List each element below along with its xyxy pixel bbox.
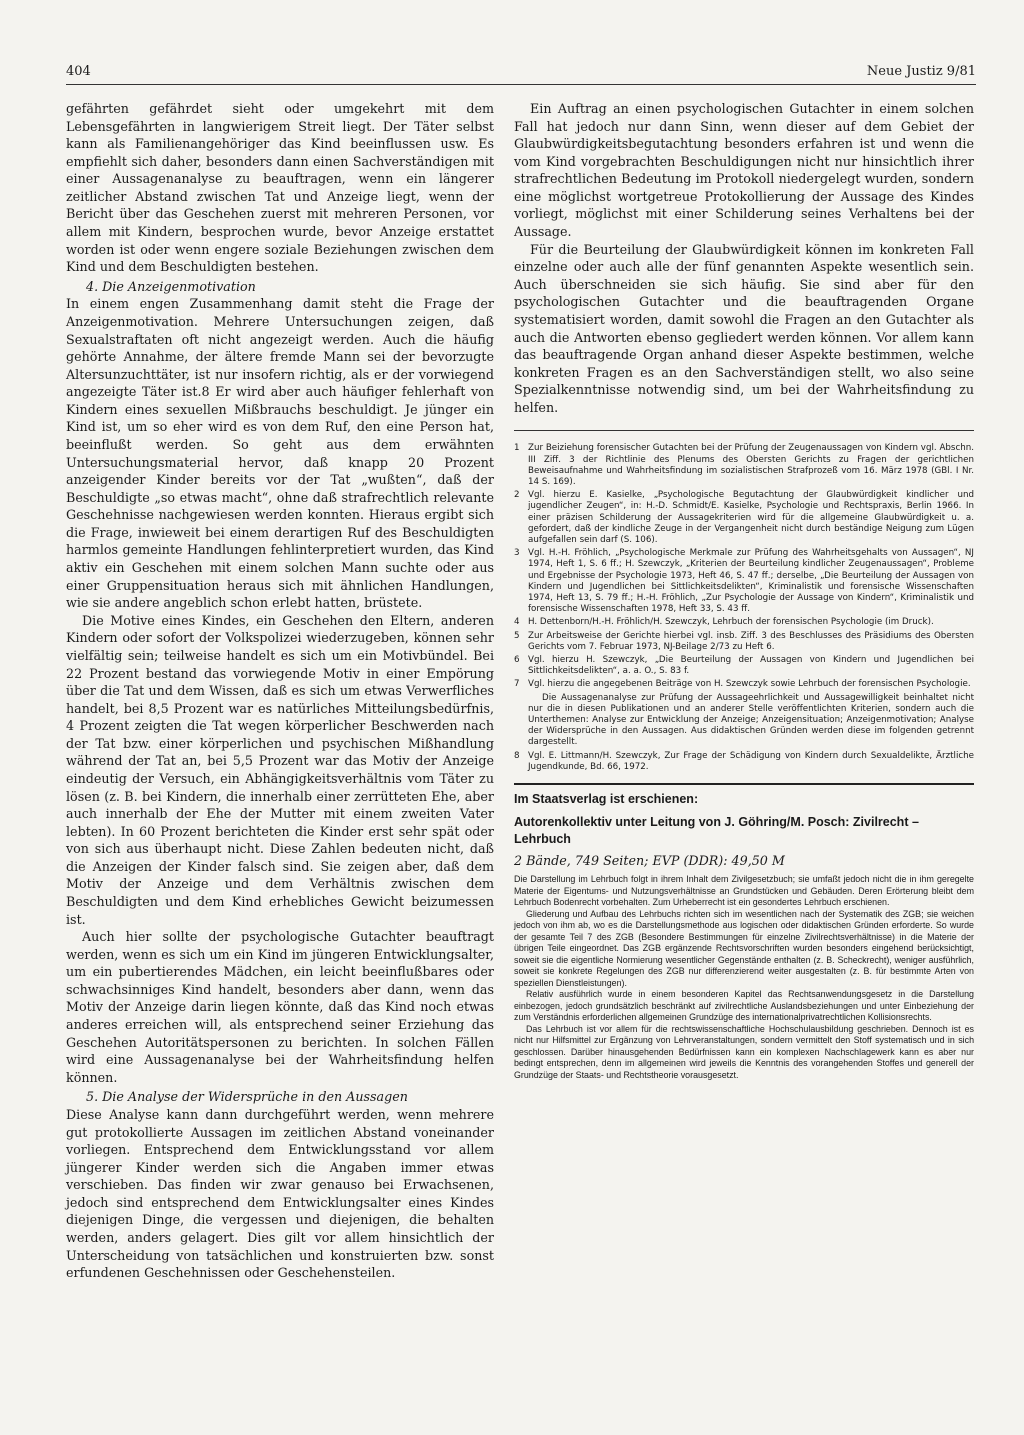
footnote-text: Vgl. hierzu H. Szewczyk, „Die Beurteilung der Aussagen von Kindern und Jugendlichen bei Sittlichkeitsdelikten“, a. a. O., S. 83 f. <box>528 655 974 677</box>
footnotes <box>514 443 974 773</box>
paragraph: In einem engen Zusammenhang damit steht die Frage der Anzeigenmotivation. Mehrere Untersuchungen zeigen, daß Sexualstraftaten oft nicht angezeigt werden. Auch die häufig gehörte Annahme, der ältere fremde Mann sei der bevorzugte Altersunzuchttäter, ist nur insofern richtig, als er der vorwiegend angezeigte Täter ist.8 Er wird aber auch häufiger fehlerhaft von Kindern eines sexuellen Mißbrauchs beschuldigt. Je jünger ein Kind ist, um so eher wird es von dem Ruf, den eine Person hat, beeinflußt werden. So geht aus dem erwähnten Untersuchungsmaterial hervor, daß knapp 20 Prozent anzeigender Kinder bereits vor der Tat „wußten“, daß der Beschuldigte „so etwas macht“, ohne daß strafrechtlich relevante Geschehnisse nachgewiesen werden konnten. Hieraus ergibt sich die Frage, inwieweit bei einem derartigen Ruf des Beschuldigten harmlos gemeinte Handlungen fehlinterpretiert wurden, das Kind aktiv ein Geschehen mit einem solchen Mann suchte oder aus einer Gruppensituation heraus sich mit ähnlichen Handlungen, wie sie andere angeblich schon erlebt hatten, brüstete. <box>66 296 494 611</box>
footnote <box>514 548 974 615</box>
advert-paragraph: Die Darstellung im Lehrbuch folgt in ihrem Inhalt dem Zivilgesetzbuch; sie umfaßt jedoch nicht die in ihm geregelte Materie der Eigentums- und Nutzungsverhältnisse an Grundstücken und Gebäuden. Deren Erörterung bleibt dem Lehrbuch Bodenrecht vorbehalten. Zum Urheberrecht ist ein gesondertes Lehrbuch erschienen. <box>514 874 974 908</box>
footnote-divider <box>514 430 974 431</box>
book-price: 2 Bände, 749 Seiten; EVP (DDR): 49,50 M <box>514 853 785 869</box>
page-number: 404 <box>66 64 91 79</box>
footnote-number: 5 <box>514 630 520 641</box>
section-heading-5: 5. Die Analyse der Widersprüche in den Aussagen <box>86 1089 408 1105</box>
footnote-number: 8 <box>514 750 520 761</box>
footnote-number: 1 <box>514 443 520 454</box>
footnote-continuation: Die Aussagenanalyse zur Prüfung der Aussageehrlichkeit und Aussagewilligkeit beinhaltet nicht nur die in diesen Publikationen und an anderer Stelle veröffentlichten Kriterien, sondern auch die Unterthemen: Analyse zur Entwicklung der Anzeige; Anzeigensituation; Anzeigenmotivation; Analyse der Widersprüche in den Aussagen. Aus didaktischen Gründen werden diese im folgenden getrennt dargestellt. <box>528 692 974 748</box>
advert-paragraph: Relativ ausführlich wurde in einem besonderen Kapitel das Rechtsanwendungsgesetz in die Darstellung einbezogen, jedoch grundsätzlich beschränkt auf zivilrechtliche Auslandsbeziehungen und unter Einbeziehung der zum Verständnis erforderlichen allgemeinen Grundzüge des internationalprivatrechtlichen Kollisionsrechts. <box>514 989 974 1023</box>
footnote-text: Vgl. hierzu die angegebenen Beiträge von H. Szewczyk sowie Lehrbuch der forensischen Psychologie. <box>528 679 971 690</box>
footnote-text: Vgl. E. Littmann/H. Szewczyk, Zur Frage der Schädigung von Kindern durch Sexualdelikte, Ärztliche Jugendkunde, Bd. 66, 1972. <box>528 750 974 772</box>
paragraph: Ein Auftrag an einen psychologischen Gutachter in einem solchen Fall hat jedoch nur dann Sinn, wenn dieser auf dem Gebiet der Glaubwürdigkeitsbegutachtung besonders erfahren ist und wenn die vom Kind vorgebrachten Beschuldigungen nicht nur hinsichtlich ihrer strafrechtlichen Bedeutung im Protokoll niedergelegt wurden, sondern eine möglichst wortgetreue Protokollierung der Aussage des Kindes vorliegt, möglichst mit einer Schilderung seines Verhaltens bei der Aussage. <box>514 101 974 240</box>
section-heading-4: 4. Die Anzeigenmotivation <box>86 278 256 294</box>
footnote <box>514 617 974 628</box>
page-header <box>66 64 976 85</box>
footnote-text: H. Dettenborn/H.-H. Fröhlich/H. Szewczyk, Lehrbuch der forensischen Psychologie (im Druck). <box>528 617 934 628</box>
footnote-number: 7 <box>514 679 520 690</box>
advert-paragraph: Das Lehrbuch ist vor allem für die rechtswissenschaftliche Hochschulausbildung geschrieben. Dennoch ist es nicht nur Hilfsmittel zur Ergänzung von Lehrveranstaltungen, sondern vermittelt den Stoff systematisch und in sich geschlossen. Darüber hinausgehenden Bedürfnissen kann ein komplexen Nachschlagewerk kann es aber nur bedingt entsprechen, denn im allgemeinen wird jeweils die Kenntnis des vorangehenden Stoffes und generell der Grundzüge der Staats- und Rechtstheorie vorausgesetzt. <box>514 1023 974 1080</box>
footnote-number: 3 <box>514 548 520 559</box>
book-title: Autorenkollektiv unter Leitung von J. Göhring/M. Posch: Zivilrecht – Lehrbuch <box>514 815 919 847</box>
footnote <box>514 443 974 488</box>
footnote-text: Zur Arbeitsweise der Gerichte hierbei vgl. insb. Ziff. 3 des Beschlusses des Präsidiums des Obersten Gerichts vom 7. Februar 1973, NJ-Beilage 2/73 zu Heft 6. <box>528 630 974 652</box>
footnote-text: Zur Beiziehung forensischer Gutachten bei der Prüfung der Zeugenaussagen von Kindern vgl. Abschn. III Ziff. 3 der Richtlinie des Plenums des Obersten Gerichts zu Fragen der gerichtlichen Beweisaufnahme und Wahrheitsfindung im sozialistischen Strafprozeß vom 16. März 1978 (GBl. I Nr. 14 S. 169). <box>528 443 974 488</box>
publisher-advert <box>514 791 974 1081</box>
paragraph: Auch hier sollte der psychologische Gutachter beauftragt werden, wenn es sich um ein Kind im jüngeren Entwicklungsalter, um ein pubertierendes Mädchen, ein leicht beeinflußbares oder schwachsinniges Kind handelt, besonders aber dann, wenn das Motiv der Anzeige darin liegen könnte, daß das Kind noch etwas anderes erreichen will, als entsprechend seiner Erziehung das Geschehen Autoritätspersonen zu berichten. In solchen Fällen wird eine Aussagenanalyse bei der Wahrheitsfindung helfen können. <box>66 929 494 1085</box>
right-column <box>514 100 974 1081</box>
paragraph: Die Motive eines Kindes, ein Geschehen den Eltern, anderen Kindern oder sofort der Volkspolizei wiederzugeben, können sehr vielfältig sein; teilweise handelt es sich um ein Motivbündel. Bei 22 Prozent bestand das vorwiegende Motiv in einer Empörung über die Tat und dem Wissen, daß es sich um etwas Verwerfliches handelt, bei 8,5 Prozent war es natürliches Mitteilungsbedürfnis, 4 Prozent zeigten die Tat wegen körperlicher Beschwerden nach der Tat bzw. einer körperlichen und psychischen Mißhandlung während der Tat an, bei 5,5 Prozent war das Motiv der Anzeige eindeutig der Versuch, ein Abhängigkeitsverhältnis vom Täter zu lösen (z. B. bei Kindern, die innerhalb einer zerrütteten Ehe, aber auch innerhalb der Ehe der Mutter mit einem zweiten Vater lebten). In 60 Prozent berichteten die Kinder erst sehr spät oder von sich aus überhaupt nicht. Diese Zahlen bedeuten nicht, daß die Anzeigen der Kinder falsch sind. Sie zeigen aber, daß dem Motiv der Anzeige und dem Verhältnis zwischen dem Beschuldigten und dem Kind erhebliches Gewicht beizumessen ist. <box>66 612 494 927</box>
footnote-number: 4 <box>514 617 520 628</box>
advert-paragraph: Gliederung und Aufbau des Lehrbuchs richten sich im wesentlichen nach der Systematik des ZGB; sie weichen jedoch von ihm ab, wo es die Darstellungsmethode aus logischen oder didaktischen Gründen erforderte. So wurde der gesamte Teil 7 des ZGB (Besondere Bestimmungen für einzelne Zivilrechtsverhältnisse) in die Materie der übrigen Teile eingeordnet. Das ZGB ergänzende Rechtsvorschriften wurden besonders eingehend berücksichtigt, soweit sie die eigentliche Normierung wesentlicher Gegenstände enthalten (z. B. Scheckrecht), weniger ausführlich, soweit sie konkrete Regelungen des ZGB nur differenzierend weiter ausgestalten (z. B. für bestimmte Arten von speziellen Dienstleistungen). <box>514 908 974 988</box>
journal-issue: Neue Justiz 9/81 <box>866 64 976 79</box>
left-column <box>66 100 494 1282</box>
footnote <box>514 490 974 546</box>
footnote-number: 2 <box>514 490 520 501</box>
footnote <box>514 655 974 677</box>
footnote-number: 6 <box>514 655 520 666</box>
footnote <box>514 751 974 773</box>
footnote <box>514 631 974 653</box>
advert-heading: Im Staatsverlag ist erschienen: <box>514 792 699 807</box>
footnote <box>514 679 974 690</box>
paragraph: Diese Analyse kann dann durchgeführt werden, wenn mehrere gut protokollierte Aussagen im zeitlichen Abstand voneinander vorliegen. Entsprechend dem Entwicklungsstand vor allem jüngerer Kinder werden sich die Angaben immer etwas verschieben. Das finden wir zwar genauso bei Erwachsenen, jedoch sind entsprechend dem Entwicklungsalter eines Kindes diejenigen Dinge, die vergessen und diejenigen, die behalten werden, anders gelagert. Dies gilt vor allem hinsichtlich der Unterscheidung von tatsächlichen und konstruierten bzw. sonst erfundenen Geschehnissen oder Geschehensteilen. <box>66 1106 494 1281</box>
advert-divider <box>514 783 974 785</box>
paragraph: Für die Beurteilung der Glaubwürdigkeit können im konkreten Fall einzelne oder auch alle der fünf genannten Aspekte wesentlich sein. Auch überschneiden sie sich häufig. Sie sind aber für den psychologischen Gutachter und die beauftragenden Organe systematisiert worden, damit sowohl die Fragen an den Gutachter als auch die Antworten ebenso gegliedert werden können. Vor allem kann das beauftragende Organ anhand dieser Aspekte bestimmen, welche konkreten Fragen es an den Sachverständigen stellt, wo also seine Spezialkenntnisse notwendig sind, um bei der Wahrheitsfindung zu helfen. <box>514 241 974 415</box>
footnote-text: Vgl. H.-H. Fröhlich, „Psychologische Merkmale zur Prüfung des Wahrheitsgehalts von Aussagen“, NJ 1974, Heft 1, S. 6 ff.; H. Szewczyk, „Kriterien der Beurteilung kindlicher Zeugenaussagen“, Probleme und Ergebnisse der Psychologie 1973, Heft 46, S. 47 ff.; derselbe, „Die Beurteilung der Aussagen von Kindern und Jugendlichen bei Sittlichkeitsdelikten“, Kriminalistik und forensische Wissenschaften 1974, Heft 13, S. 79 ff.; H.-H. Fröhlich, „Zur Psychologie der Aussage von Kindern“, Kriminalistik und forensische Wissenschaften 1978, Heft 33, S. 43 ff. <box>528 548 974 615</box>
paragraph: gefährten gefährdet sieht oder umgekehrt mit dem Lebensgefährten in langwierigem Streit liegt. Der Täter selbst kann als Familienangehöriger das Kind beeinflussen usw. Es empfiehlt sich daher, besonders dann einen Sachverständigen mit einer Aussagenanalyse zu beauftragen, wenn ein längerer zeitlicher Abstand zwischen Tat und Anzeige liegt, wenn der Bericht über das Geschehen zuerst mit mehreren Personen, vor allem mit Kindern, besprochen wurde, bevor Anzeige erstattet worden ist oder wenn engere soziale Beziehungen zwischen dem Kind und dem Beschuldigten bestehen. <box>66 101 494 275</box>
footnote-text: Vgl. hierzu E. Kasielke, „Psychologische Begutachtung der Glaubwürdigkeit kindlicher und jugendlicher Zeugen“, in: H.-D. Schmidt/E. Kasielke, Psychologie und Rechtspraxis, Berlin 1966. In einer präzisen Schilderung der Aussagekriterien wird für die allgemeine Glaubwürdigkeit u. a. gefordert, daß der kindliche Zeuge in der Vergangenheit nicht durch beständige Neigung zum Lügen aufgefallen sein darf (S. 106). <box>528 490 974 546</box>
